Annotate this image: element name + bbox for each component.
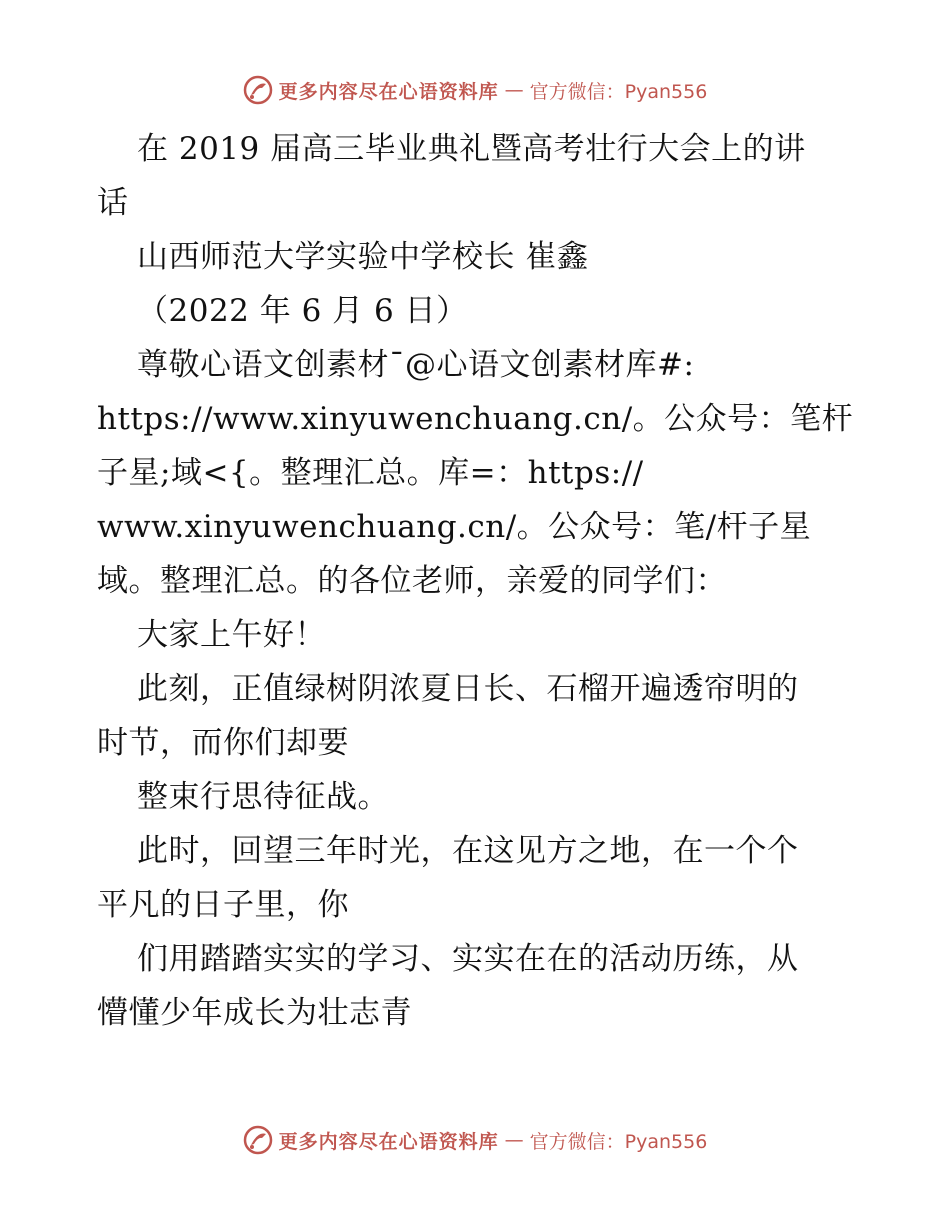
doc-paragraph-3-line-2: 平凡的日子里，你 bbox=[97, 887, 349, 923]
doc-line-hello: 大家上午好！ bbox=[137, 617, 326, 653]
doc-line-greeting-4: www.xinyuwenchuang.cn/。公众号：笔/杆子星 bbox=[97, 509, 812, 545]
banner-promo-text: 更多内容尽在心语资料库 bbox=[278, 1130, 499, 1153]
doc-date: （2022 年 6 月 6 日） bbox=[137, 293, 468, 329]
banner-wechat-text: 官方微信：Pyan556 bbox=[529, 80, 708, 103]
doc-title-line-2: 话 bbox=[97, 185, 129, 221]
doc-line-greeting-2: https://www.xinyuwenchuang.cn/。公众号：笔杆 bbox=[97, 401, 854, 437]
doc-paragraph-1-line-1: 此刻，正值绿树阴浓夏日长、石榴开遍透帘明的 bbox=[137, 671, 799, 707]
pen-logo-icon bbox=[243, 1125, 273, 1155]
banner-promo-text: 更多内容尽在心语资料库 bbox=[278, 80, 499, 103]
doc-title-line-1: 在 2019 届高三毕业典礼暨高考壮行大会上的讲 bbox=[137, 131, 806, 167]
footer-banner bbox=[0, 1120, 950, 1160]
doc-line-greeting-5: 域。整理汇总。的各位老师，亲爱的同学们： bbox=[97, 563, 727, 599]
banner-separator: — bbox=[504, 79, 524, 101]
document-body bbox=[97, 122, 857, 1040]
doc-line-greeting-1: 尊敬心语文创素材¯@心语文创素材库#: bbox=[137, 347, 695, 383]
doc-line-greeting-3: 子星;域<{。整理汇总。库=：https:// bbox=[97, 455, 644, 491]
doc-paragraph-3-line-1: 此时，回望三年时光，在这见方之地，在一个个 bbox=[137, 833, 799, 869]
banner-wechat-text: 官方微信：Pyan556 bbox=[529, 1130, 708, 1153]
banner-separator: — bbox=[504, 1129, 524, 1151]
doc-paragraph-1-line-2: 时节，而你们却要 bbox=[97, 725, 349, 761]
doc-paragraph-4-line-2: 懵懂少年成长为壮志青 bbox=[97, 995, 412, 1031]
header-banner bbox=[0, 70, 950, 110]
doc-author: 山西师范大学实验中学校长 崔鑫 bbox=[137, 239, 589, 275]
pen-logo-icon bbox=[243, 75, 273, 105]
doc-paragraph-2-line-1: 整束行思待征战。 bbox=[137, 779, 389, 815]
doc-paragraph-4-line-1: 们用踏踏实实的学习、实实在在的活动历练，从 bbox=[137, 941, 799, 977]
